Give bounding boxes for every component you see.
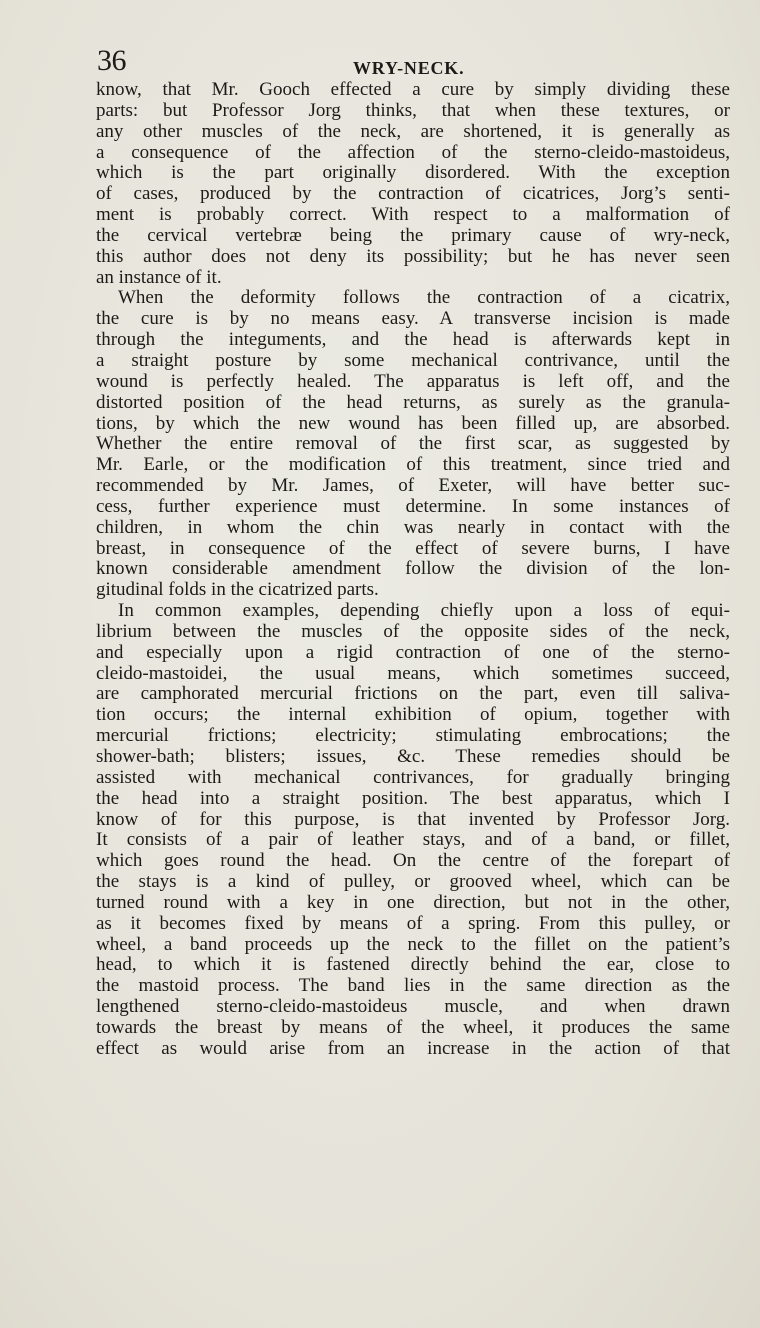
text-line: tions, by which the new wound has been filled up, are absorbed. [96, 413, 730, 434]
text-line: head, to which it is fastened directly behind the ear, close to [96, 955, 730, 976]
text-line: which is the part originally disordered. With the exception [96, 163, 730, 184]
text-line: this author does not deny its possibility; but he has never seen [96, 246, 730, 267]
text-line: any other muscles of the neck, are shortened, it is generally as [96, 121, 730, 142]
text-line: ment is probably correct. With respect to a malformation of [96, 205, 730, 226]
text-line: assisted with mechanical contrivances, for gradually bringing [96, 767, 730, 788]
text-line: cleido-mastoidei, the usual means, which sometimes succeed, [96, 663, 730, 684]
text-line: In common examples, depending chiefly upon a loss of equi- [118, 601, 730, 622]
text-line: breast, in consequence of the effect of severe burns, I have [96, 538, 730, 559]
page-number: 36 [97, 44, 126, 77]
text-line: distorted position of the head returns, as surely as the granula- [96, 392, 730, 413]
text-line: recommended by Mr. James, of Exeter, will have better suc- [96, 476, 730, 497]
text-line: Whether the entire removal of the first scar, as suggested by [96, 434, 730, 455]
text-line: wound is perfectly healed. The apparatus is left off, and the [96, 371, 730, 392]
text-line: a straight posture by some mechanical contrivance, until the [96, 350, 730, 371]
text-line: know of for this purpose, is that invented by Professor Jorg. [96, 809, 730, 830]
text-line: tion occurs; the internal exhibition of opium, together with [96, 705, 730, 726]
text-line: of cases, produced by the contraction of cicatrices, Jorg’s senti- [96, 184, 730, 205]
text-line: towards the breast by means of the wheel, it produces the same [96, 1017, 730, 1038]
text-line: as it becomes fixed by means of a spring. From this pulley, or [96, 913, 730, 934]
text-line: know, that Mr. Gooch effected a cure by simply dividing these [96, 80, 730, 100]
running-head: WRY-NECK. [353, 58, 465, 78]
text-line: and especially upon a rigid contraction of one of the sterno- [96, 642, 730, 663]
text-line: which goes round the head. On the centre of the forepart of [96, 851, 730, 872]
text-line: gitudinal folds in the cicatrized parts. [96, 580, 379, 601]
text-line: the stays is a kind of pulley, or grooved wheel, which can be [96, 872, 730, 893]
text-line: effect as would arise from an increase in the action of that [96, 1038, 730, 1059]
page-header [0, 46, 760, 80]
text-line: a consequence of the affection of the sterno-cleido-mastoideus, [96, 142, 730, 163]
body-text [96, 80, 730, 1060]
text-line: wheel, a band proceeds up the neck to the fillet on the patient’s [96, 934, 730, 955]
text-line: shower-bath; blisters; issues, &c. These remedies should be [96, 747, 730, 767]
text-line: through the integuments, and the head is afterwards kept in [96, 330, 730, 351]
text-line: turned round with a key in one direction, but not in the other, [96, 892, 730, 913]
text-line: librium between the muscles of the opposite sides of the neck, [96, 621, 730, 642]
text-line: the head into a straight position. The best apparatus, which I [96, 788, 730, 809]
text-line: parts: but Professor Jorg thinks, that when these textures, or [96, 100, 730, 121]
text-line: the cure is by no means easy. A transverse incision is made [96, 309, 730, 330]
text-line: are camphorated mercurial frictions on the part, even till saliva- [96, 684, 730, 705]
text-line: the cervical vertebræ being the primary cause of wry-neck, [96, 225, 730, 246]
text-line: lengthened sterno-cleido-mastoideus muscle, and when drawn [96, 997, 730, 1018]
text-line: Mr. Earle, or the modification of this treatment, since tried and [96, 455, 730, 476]
text-line: an instance of it. [96, 267, 222, 288]
text-line: mercurial frictions; electricity; stimulating embrocations; the [96, 726, 730, 747]
text-line: cess, further experience must determine. In some instances of [96, 496, 730, 517]
text-line: When the deformity follows the contraction of a cicatrix, [118, 288, 730, 309]
text-line: known considerable amendment follow the division of the lon- [96, 559, 730, 580]
text-line: It consists of a pair of leather stays, and of a band, or fillet, [96, 830, 730, 851]
text-line: the mastoid process. The band lies in the same direction as the [96, 976, 730, 997]
text-line: children, in whom the chin was nearly in contact with the [96, 517, 730, 538]
